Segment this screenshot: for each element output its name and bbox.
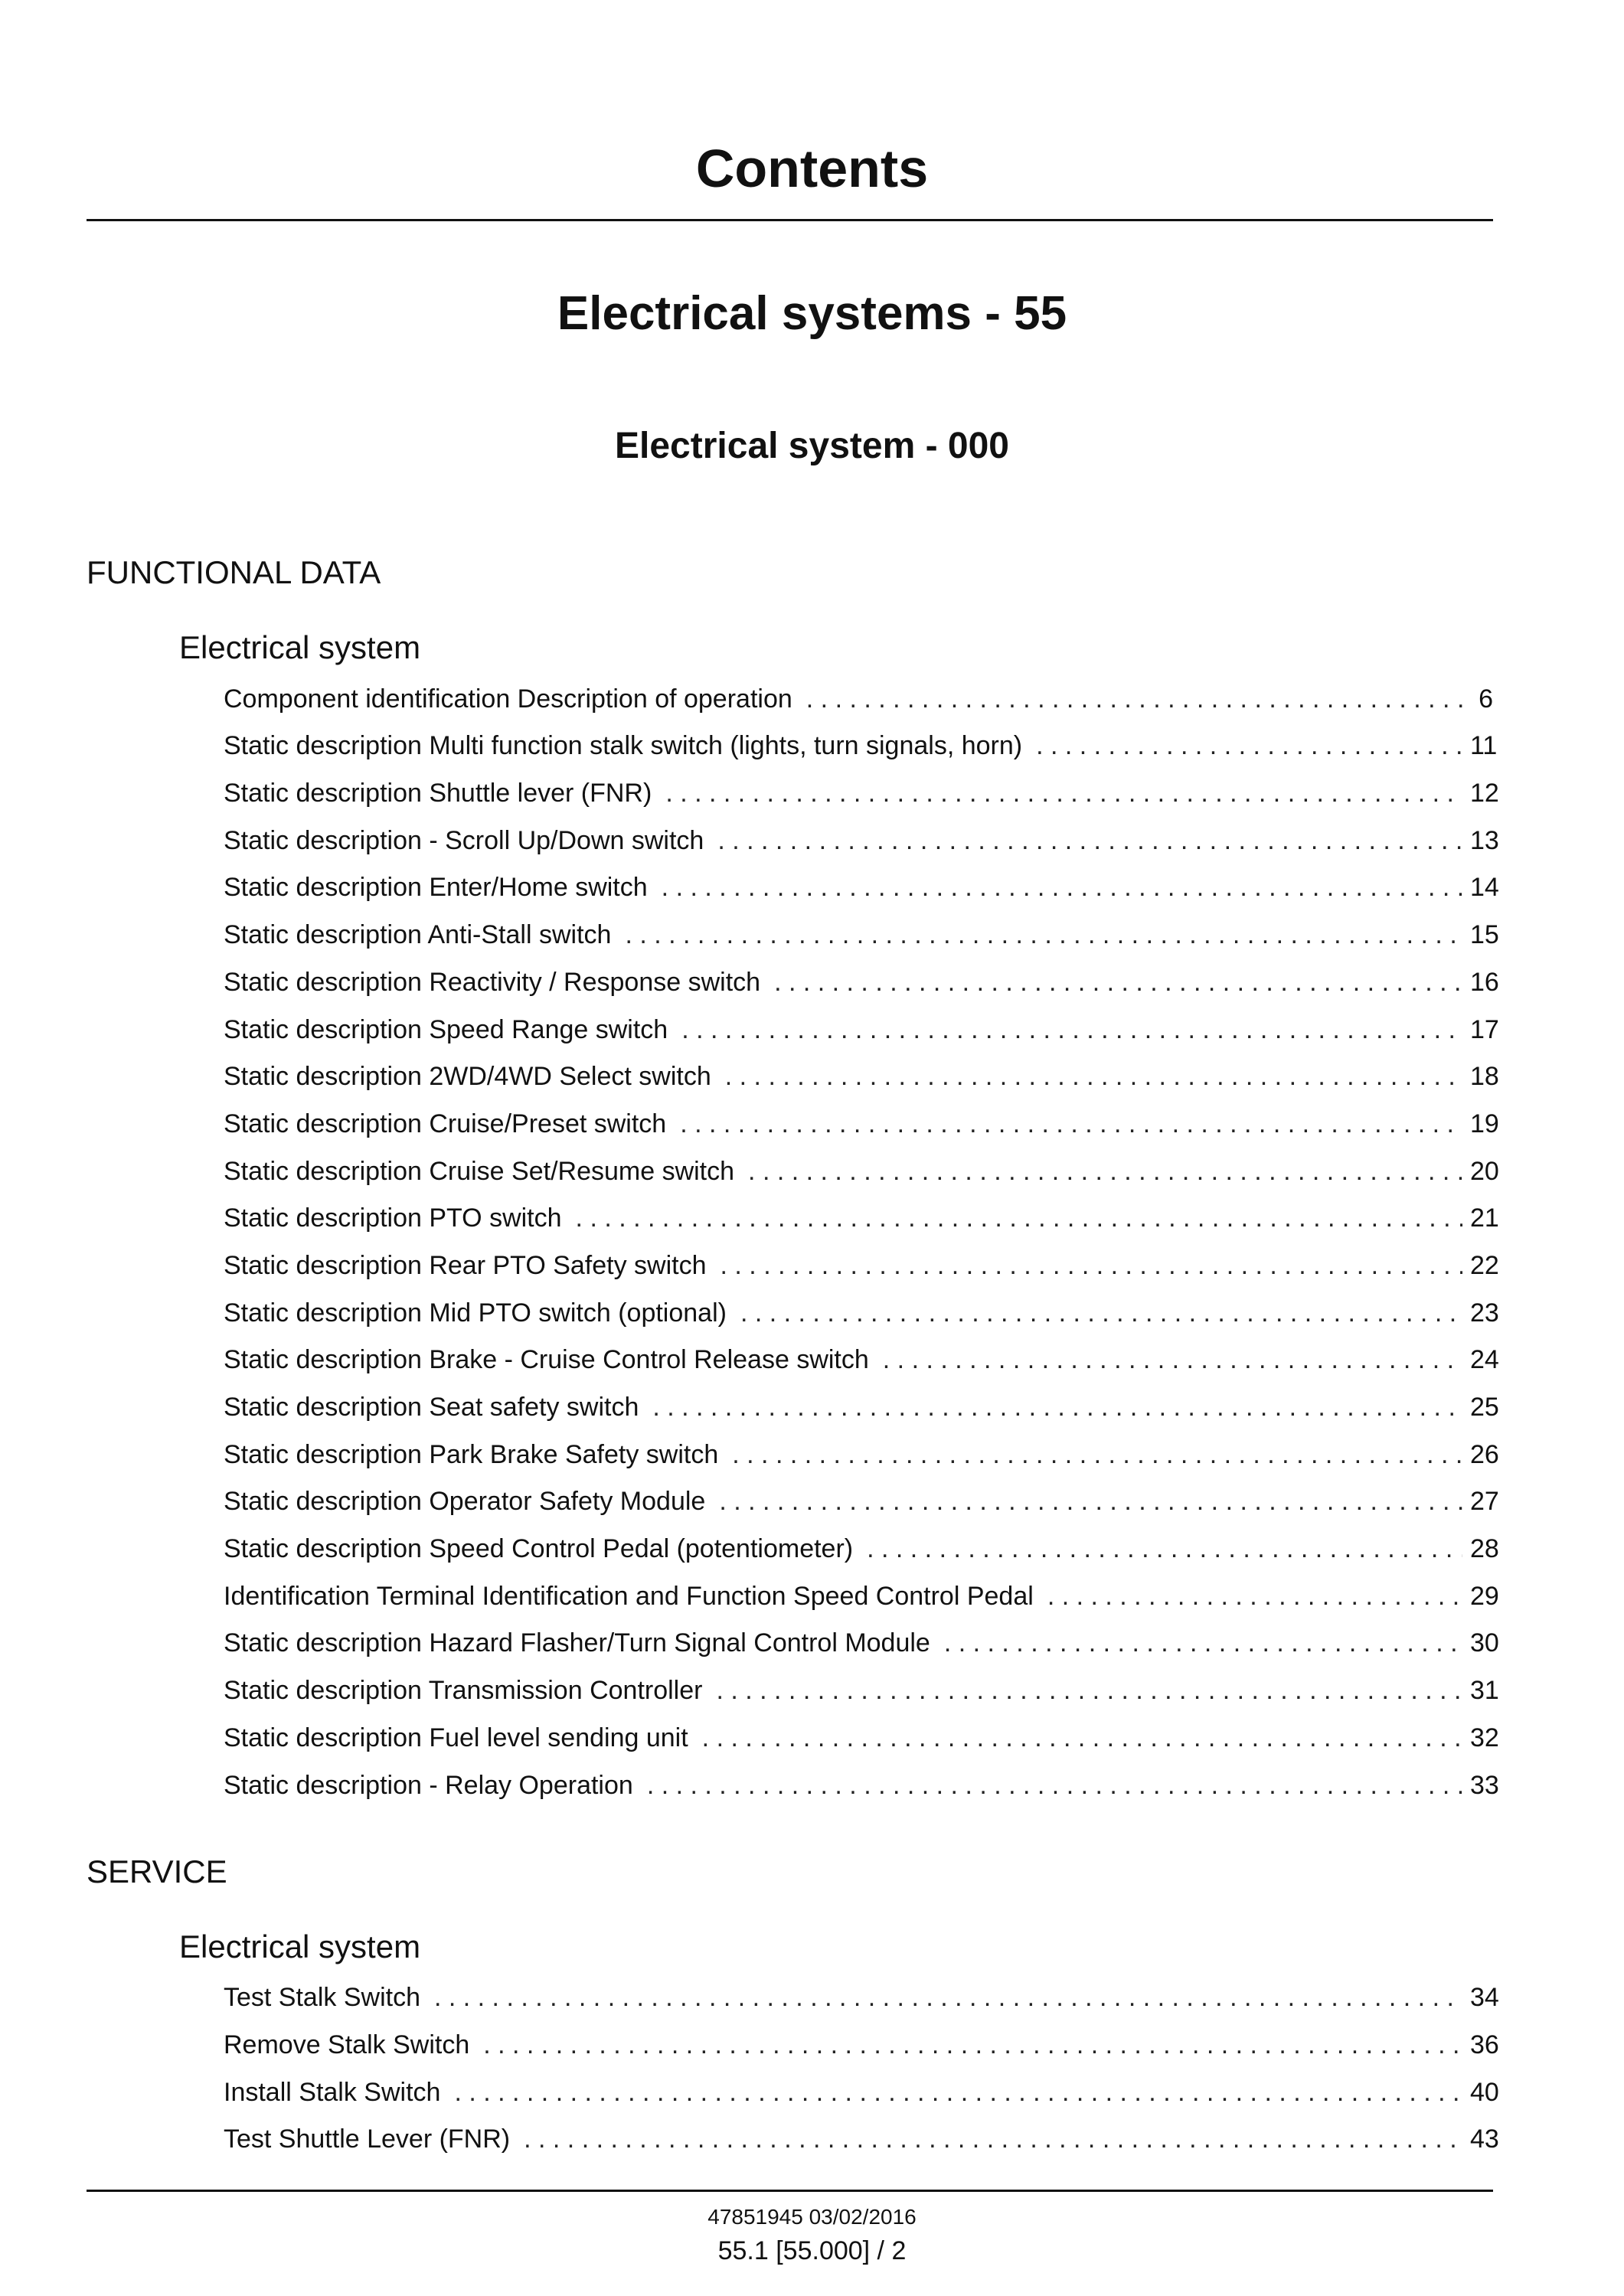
group-heading-electrical-system: Electrical system <box>179 629 421 665</box>
header-divider <box>87 219 1493 221</box>
toc-entry[interactable] <box>224 1237 1499 1285</box>
toc-entry[interactable] <box>224 1332 1499 1380</box>
dot-leader <box>680 1105 1462 1143</box>
toc-entry-title: Static description 2WD/4WD Select switch <box>224 1062 711 1092</box>
toc-entry-page-number: 17 <box>1470 1014 1499 1044</box>
toc-entry-title: Static description Park Brake Safety switch <box>224 1439 719 1469</box>
toc-entry[interactable] <box>224 1474 1499 1521</box>
category-heading-service: SERVICE <box>87 1853 227 1889</box>
dot-leader <box>774 963 1462 1001</box>
toc-entry[interactable] <box>224 812 1499 860</box>
toc-entry[interactable] <box>224 1190 1499 1238</box>
toc-entry-page-number: 26 <box>1470 1439 1499 1469</box>
toc-entry-title: Install Stalk Switch <box>224 2077 441 2107</box>
dot-leader <box>652 1388 1462 1426</box>
toc-entry-title: Static description Multi function stalk switch (lights, turn signals, horn) <box>224 731 1023 761</box>
toc-entry[interactable] <box>224 1520 1499 1568</box>
toc-entry-page-number: 16 <box>1470 967 1499 997</box>
dot-leader <box>681 1011 1462 1049</box>
toc-entry-page-number: 22 <box>1470 1250 1499 1280</box>
toc-entry-title: Static description Mid PTO switch (optional) <box>224 1298 727 1328</box>
toc-entry[interactable] <box>224 1096 1499 1143</box>
toc-entry-title: Static description Anti-Stall switch <box>224 920 612 950</box>
toc-entry-list <box>87 1970 1499 2159</box>
toc-entry-title: Component identification Description of operation <box>224 684 792 714</box>
toc-entry[interactable] <box>224 2111 1499 2159</box>
toc-entry[interactable] <box>224 718 1498 766</box>
toc-entry-page-number: 11 <box>1470 731 1498 761</box>
toc-entry-page-number: 31 <box>1470 1676 1499 1706</box>
toc-entry-title: Static description - Relay Operation <box>224 1770 633 1800</box>
dot-leader <box>1036 727 1462 765</box>
toc-entry[interactable] <box>224 1568 1499 1615</box>
group-heading-electrical-system: Electrical system <box>179 1928 421 1965</box>
toc-entry-title: Static description Fuel level sending unit <box>224 1723 688 1752</box>
toc-entry-page-number: 18 <box>1470 1062 1499 1092</box>
toc-entry-title: Static description Transmission Controller <box>224 1676 703 1706</box>
section-title: Electrical system - 000 <box>615 426 1009 466</box>
toc-entry-page-number: 43 <box>1470 2125 1499 2154</box>
dot-leader <box>719 1482 1462 1520</box>
toc-entry-title: Static description Cruise Set/Resume switch <box>224 1156 735 1186</box>
toc-entry-page-number: 13 <box>1470 825 1499 855</box>
toc-entry-title: Static description Enter/Home switch <box>224 873 648 903</box>
toc-entry-page-number: 33 <box>1470 1770 1499 1800</box>
dot-leader <box>665 774 1462 812</box>
toc-entry[interactable] <box>224 1379 1499 1426</box>
toc-entry[interactable] <box>224 1285 1499 1332</box>
toc-entry-page-number: 28 <box>1470 1534 1499 1564</box>
toc-entry-page-number: 20 <box>1470 1156 1499 1186</box>
footer-page-reference: 55.1 [55.000] / 2 <box>717 2236 907 2265</box>
dot-leader <box>716 1671 1462 1710</box>
dot-leader <box>732 1435 1462 1474</box>
toc-entry-page-number: 24 <box>1470 1345 1499 1375</box>
toc-entry[interactable] <box>224 1970 1499 2017</box>
toc-entry-title: Static description Hazard Flasher/Turn Signal Control Module <box>224 1628 930 1658</box>
toc-entry-page-number: 36 <box>1470 2030 1499 2059</box>
chapter-title: Electrical systems - 55 <box>557 287 1067 340</box>
dot-leader <box>483 2026 1462 2064</box>
toc-entry-title: Test Stalk Switch <box>224 1983 420 2013</box>
table-of-contents <box>87 550 1499 2158</box>
toc-entry-title: Remove Stalk Switch <box>224 2030 470 2059</box>
dot-leader <box>867 1530 1462 1568</box>
dot-leader <box>625 916 1462 954</box>
toc-entry[interactable] <box>224 2017 1499 2064</box>
dot-leader <box>717 821 1462 860</box>
toc-entry-page-number: 29 <box>1470 1581 1499 1611</box>
dot-leader <box>524 2120 1462 2158</box>
toc-entry-page-number: 34 <box>1470 1983 1499 2013</box>
toc-entry[interactable] <box>224 671 1493 718</box>
toc-entry[interactable] <box>224 1426 1499 1474</box>
toc-entry-page-number: 14 <box>1470 873 1499 903</box>
dot-leader <box>647 1766 1462 1804</box>
dot-leader <box>454 2073 1462 2111</box>
toc-entry[interactable] <box>224 954 1499 1001</box>
toc-entry-page-number: 30 <box>1470 1628 1499 1658</box>
toc-entry-title: Static description PTO switch <box>224 1204 562 1233</box>
toc-entry[interactable] <box>224 1143 1499 1190</box>
footer-divider <box>87 2190 1493 2192</box>
dot-leader <box>1047 1577 1462 1615</box>
toc-entry[interactable] <box>224 1615 1499 1663</box>
dot-leader <box>702 1719 1462 1757</box>
toc-entry-title: Static description Operator Safety Module <box>224 1487 706 1517</box>
toc-entry-page-number: 6 <box>1479 684 1493 714</box>
toc-entry-page-number: 25 <box>1470 1393 1499 1422</box>
dot-leader <box>740 1294 1462 1332</box>
dot-leader <box>944 1624 1462 1662</box>
toc-entry-title: Static description Reactivity / Response switch <box>224 967 761 997</box>
dot-leader <box>721 1246 1462 1285</box>
toc-entry-title: Static description Speed Control Pedal (potentiometer) <box>224 1534 854 1564</box>
toc-entry[interactable] <box>224 1662 1499 1710</box>
dot-leader <box>576 1199 1462 1237</box>
toc-entry-title: Static description Brake - Cruise Control Release switch <box>224 1345 869 1375</box>
page-title: Contents <box>695 139 929 198</box>
dot-leader <box>725 1057 1462 1096</box>
toc-entry[interactable] <box>224 1757 1499 1804</box>
toc-entry[interactable] <box>224 1049 1499 1096</box>
dot-leader <box>434 1978 1462 2017</box>
toc-entry-title: Identification Terminal Identification and Function Speed Control Pedal <box>224 1581 1034 1611</box>
toc-entry[interactable] <box>224 906 1499 954</box>
toc-entry[interactable] <box>224 1710 1499 1757</box>
toc-entry[interactable] <box>224 765 1499 812</box>
toc-entry-page-number: 12 <box>1470 779 1499 808</box>
toc-entry[interactable] <box>224 1001 1499 1049</box>
dot-leader <box>806 680 1462 718</box>
footer-document-reference: 47851945 03/02/2016 <box>707 2205 917 2229</box>
toc-entry-page-number: 15 <box>1470 920 1499 950</box>
toc-entry-title: Static description Speed Range switch <box>224 1014 668 1044</box>
toc-entry-title: Test Shuttle Lever (FNR) <box>224 2125 511 2154</box>
toc-entry-page-number: 21 <box>1470 1204 1499 1233</box>
toc-entry-page-number: 23 <box>1470 1298 1499 1328</box>
toc-entry-title: Static description Shuttle lever (FNR) <box>224 779 652 808</box>
toc-entry-title: Static description Cruise/Preset switch <box>224 1109 667 1138</box>
toc-entry[interactable] <box>224 2064 1499 2111</box>
toc-entry-page-number: 19 <box>1470 1109 1499 1138</box>
category-heading-functional-data: FUNCTIONAL DATA <box>87 554 381 590</box>
toc-entry-page-number: 27 <box>1470 1487 1499 1517</box>
dot-leader <box>662 868 1462 906</box>
toc-entry-list <box>87 671 1499 1804</box>
toc-entry-page-number: 40 <box>1470 2077 1499 2107</box>
toc-entry-title: Static description Seat safety switch <box>224 1393 639 1422</box>
dot-leader <box>748 1152 1462 1190</box>
toc-entry[interactable] <box>224 860 1499 907</box>
toc-entry-title: Static description - Scroll Up/Down switch <box>224 825 704 855</box>
toc-entry-title: Static description Rear PTO Safety switch <box>224 1250 707 1280</box>
toc-entry-page-number: 32 <box>1470 1723 1499 1752</box>
dot-leader <box>883 1341 1462 1379</box>
